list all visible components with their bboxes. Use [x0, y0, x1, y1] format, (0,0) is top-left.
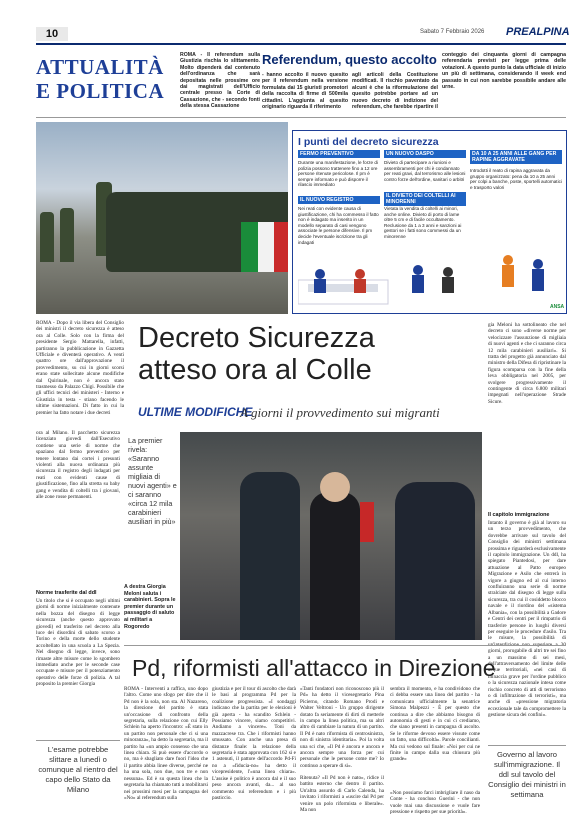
- main-headline-line2: atteso ora al Colle: [138, 354, 372, 386]
- infobox-text-registro: Nei reati con evidente causa di giustificazione, chi ha commesso il fatto non è indagato ma inserito in un modello separato di casi vengono associate le persone difensive. Il pm decide l'eventuale iscrizione tra gli indagati: [298, 206, 379, 245]
- referendum-lead: ROMA - Il referendum sulla Giustizia rischia lo slittamento. Molto dipenderà dal contenuto dell'ordinanza che sarà depositata nelle prossime ore dai magistrati dell'Ufficio centrale presso la Corte di Cassazione, che - secondo fonti della stessa Cassazione: [180, 52, 260, 110]
- pd-column-4: Ritenuta? «Il Pd non è nato», ridice il battito esterno che dentro il partito. Un'altra assurdo di Carlo Calenda, ha invitato i riformisti a «uscire dal Pd per venire un polo riformista e liberale». Ma non: [300, 775, 384, 814]
- carabiniere-figure: [240, 472, 300, 640]
- carabiniere-figure: [395, 482, 475, 640]
- main-subhead: A giorni il provvedimento sui migranti: [240, 405, 440, 420]
- pd-rule: [124, 645, 566, 646]
- section-title-line2: E POLITICA: [36, 79, 165, 103]
- italian-flag-icon: [241, 222, 288, 272]
- uniform-stripe: [360, 502, 374, 542]
- left-column: ora al Milano. Il pacchetto sicurezza licenziato giovedì dall'Esecutivo contiene una serie di norme che spaziano dal fermo preventivo per tenere lontano dai cortei i presunti violenti alla nuova ordinanza più sicurezza il registro degli indagati per reati con evidenti cause di giustificazione, fino alla stretta su baby gang e vendita di coltelli tra i giovani, alle zone rosse permanenti.: [36, 430, 120, 501]
- header-rule: [36, 43, 566, 45]
- right-column-2: Intanto il governo è già al lavoro su un terzo provvedimento, che dovrebbe arrivare sul tavolo del Consiglio dei ministri settimana prossima e riguarderà esclusivamente il capitolo immigrazione. Un ddl, ha spiegato Piantedosi, per dare attuazione al Patto europeo Migrazione e Asilo che entrerà in vigore a giugno ed al cui interno confluiranno una serie di norme stralciate dal disegno di legge sulla sicurezza, tra cui il cosiddetto blocco navale e il riordino del «sistema Albania», con la possibilità a Gadore e Centri dei centri per il rimpatrio di trasferire persone in luoghi diversi per eseguire le procedure d'asilo. Tra le misure, la possibilità di giorni, prorogabile di altri tre sei fino a un massimo di sei mesi, dell'attraversamento del limite delle acque territoriali, «nei casi di minaccia grave per l'ordine pubblico o la sicurezza nazionale intesa come rischio concreto di atti di terrorismo o di infiltrazione di terroristi», ma anche di «pressione migratoria eccezionale tale da compromettere la gestione sicura dei confini».: [488, 520, 566, 719]
- pd-column-2: giustizia e per il tour di ascolto che darà le basi al programma Pd per la coalizione progressista. «I sondaggi indicano che la partita per le elezioni è già aperta - ha scandito Schlein - Possiamo vincere, siamo competitivi. Andiamo a vincere». Toni da mazzacrese tra. Che i riformisti hanno smussato. Con anche una presa di distanze finale: la relazione della segretaria è stata approvata con 162 sì e 1 astenuti, il pattore dell'accordo Pd-Fi no a «fiducia-no» ha detto il vicepresidente, l'«una linea chiara». L'assise è politico è ancora dal e il suo peso ancora avanti, da... al suo commento sui referendum e i più pasticcio.: [212, 686, 296, 801]
- soldier-figure: [60, 208, 74, 262]
- main-right-column: gia Meloni ha sottolineato che nel decreto ci sono «diverse norme per velocizzare l'assunzione di migliaia di nuovi agenti e che ci saranno circa 12 mila carabinieri ausiliari». Si tratta del progetto già annunciato dal ministro della Difesa di ripristinare la figura scomparsa con la fine della leva obbligatoria nel 2005, per svolgere progressivamente il contingente di circa 6.800 militari impegnati nell'operazione Strade Sicure.: [488, 322, 566, 405]
- main-lead-column: ROMA - Dopo il via libera del Consiglio dei ministri il decreto sicurezza è atteso ora al Colle. Solo con la firma del presidente Sergio Mattarella, infatti, partiranno la pubblicazione in Gazzetta Ufficiale e diventerà operativo. A venti quattro ore dall'approvazione il provvedimento, su cui in giorni scorsi erano state sollecitate alcune modifiche dal Quirinale, non è ancora stato trasmesso da Palazzo Chigi. Possibile che gli uffici tecnici dei ministeri - Interno e Giustizia in testa - stiano facendo le ultime sistemazioni. Di fatto in cui la premier ha fatto notare i due decreti: [36, 320, 124, 416]
- pd-headline: Pd, riformisti all'attacco in Direzione: [132, 655, 496, 681]
- photo-meloni-carabinieri: [180, 432, 482, 640]
- left-subheading: Norme trasferite dal ddl: [36, 590, 97, 596]
- infobox-title: I punti del decreto sicurezza: [298, 136, 439, 148]
- referendum-column-2: agli articoli della Costituzione modificati. Il rischio paventato da alcuni è che la riformulazione del quesito potrebbe portare ad un nuovo decreto di indizione del referendum, che farebbe ripartire il: [352, 72, 438, 111]
- referendum-column-1: - hanno accolto il nuovo quesito per il referendum nella versione formulata dai 15 giuristi promotori della raccolta di firme di 500mila cittadini. L'aggiunta al quesito originario riguarda il riferimento: [262, 72, 348, 111]
- section-rule: [36, 117, 566, 118]
- infobox-head-coltelli: IL DIVIETO DEI COLTELLI AI MINORENNI: [384, 192, 466, 206]
- referendum-headline: Referendum, questo accolto: [262, 52, 437, 67]
- infobox-head-fermo: FERMO PREVENTIVO: [298, 150, 380, 158]
- main-kicker: ULTIME MODIFICHE: [138, 405, 253, 419]
- soldier-figure: [40, 212, 54, 262]
- infobox-illustration: [298, 240, 568, 310]
- infobox-text-daspo: Divieto di partecipare a riunioni e assembramenti per chi è condannato per reati gravi, dal terrorismo alle lesioni contro forze dell'ordine, sanitari o arbitri: [384, 160, 466, 182]
- main-headline-line1: Decreto Sicurezza: [138, 322, 375, 354]
- referendum-column-3: conteggio dei cinquanta giorni di campagna referendaria previsti per legge prima delle votazioni. A questo punto la data ufficiale di inizio un più di settimana, considerando il week end passato in cui non sarebbe possibile andare alle urne.: [442, 52, 566, 91]
- section-title: [36, 55, 176, 103]
- issue-date: Sabato 7 Febbraio 2026: [420, 29, 485, 35]
- infobox-text-coltelli: Vietata la vendita di coltelli ai minori, anche online. Divieto di porto di lame oltre 5 cm e di facile occultamento. Reclusione da 1 a 3 anni e sanzioni ai gestori se i fatti sono commessi da un minorenne: [384, 206, 462, 239]
- infobox-credit: ANSA: [550, 304, 565, 310]
- main-pullquote: La premier rivela: «Saranno assunte migliaia di nuovi agenti» e ci saranno «circa 12 mila carabinieri ausiliari in più»: [128, 436, 177, 526]
- masthead-logo: PREALPINA: [506, 26, 570, 38]
- photo-caption: A destra Giorgia Meloni saluta i carabinieri. Sopra le premier durante un passaggio di saluto ai militari a Rogoredo: [124, 584, 176, 630]
- infobox-head-daspo: UN NUOVO DASPO: [384, 150, 466, 158]
- page-number: 10: [36, 27, 68, 41]
- left-pullquote: L'esame potrebbe slittare a lunedì o comunque al rientro del capo dello Stato da Milano: [36, 740, 120, 795]
- hero-photo-soldiers: [36, 122, 288, 314]
- infobox-text-fermo: Durante una manifestazione, le forze di polizia possono trattenere fino a 12 ore persone ritenute pericolose. Il pm è sempre informato e può disporre il rilascio immediato: [298, 160, 378, 188]
- pd-column-6: «Non possiamo farci imbrigliare il naso da Conte - ha concluso Guerini - che non vuole mai una discussione e vuole fare pressione e rispetto per sue priorità».: [390, 790, 480, 816]
- meloni-face: [320, 472, 350, 502]
- right-subheading: Il capitolo immigrazione: [488, 512, 550, 518]
- section-title-line1: ATTUALITÀ: [36, 55, 164, 79]
- main-headline: [138, 322, 478, 386]
- pd-column-1: ROMA - Interventi a raffica, uno dopo l'altro. Come uno sfogo per dire che il Pd non è la sola, non sta. Al Nazareno, la direzione del partito è stata un'occasione di confronto della segretaria, sulla relazione con cui Elly Schlein ha aperto l'incontro: «È stato in un partito non personale che ci si una minoranza», ha detto la segretaria, ma il partito ha «un ampio consenso che una linea chiara. Si può essere d'accordo o no, ma è sbagliato dare fuori l'idea che il partito abbia linee diverse, perché ne ha una sola, non due, non tre e non nessuna». Ed è su questa linea che la segretaria ha chiamato tutti a mobilitarsi nei prossimi mesi per la campagna del «No» al referendum sulla: [124, 686, 208, 801]
- meloni-figure: [310, 492, 360, 640]
- pd-column-3: «Tanti fondatori non riconoscono più il Pd» ha detto il vicesegretario Pina Picierno, citando Romano Prodi e Walter Veltroni - Un gruppo dirigente dotato fa seriamente di dirti di metterle in campo la linea politica, ma su altri altro di cambiare la natura di un partito. Il Pd è nato riformista di centrosinistra, non di sinistra identitaria». Poi la volta una sci che, «Il Pd è ancora e ancora e ancora sempre una forza per cui personale che le persone come me? Io continuo a sperare di sì».: [300, 686, 384, 769]
- left-column-2: Un titolo che si è occupato negli ultimi giorni di norme inizialmente contenute nella bozza del disegno di legge sicurezza (anche questo approvato giovedì) ed trasferito nel decreto alla luce dei disordini di sabato scorso a Torino e della morte dello studente accoltellato in una scuola a La Spezia. Nel disegno di legge, invece, sono rimaste altre misure come lo sgombero immediato anche per le seconde case occupate e misure per il potenziamento operativo delle forze di polizia. A tal proposito la premier Giorgia: [36, 598, 120, 688]
- infobox-head-registro: IL NUOVO REGISTRO: [298, 196, 380, 204]
- infobox-text-gang: Introdotti il reato di rapina aggravata da gruppo organizzato: pena da 10 a 25 anni per colpi a banche, poste, sportelli automatici e trasporto valori: [470, 168, 562, 190]
- pd-column-5: sembra il momento, e ha condividono che ci debba essere una linea del partito - ha comunicato ufficialmente la senatrice Simona Malpezzi - È per questo che continua a dire che abbiamo bisogno di autonomia di gesti e in cui ci crediamo, che siano presenti in campagna di ascolto. Se le riforme devono essere vissute come un fatto, una difficoltà». Parole concilianti. Ma cui vedono sul finale: «Noi per cui ne finite in campo dalla sua chiusura più grande»: [390, 686, 480, 763]
- infobox-head-gang: DA 10 A 25 ANNI ALLE GANG PER RAPINE AGGRAVATE: [470, 150, 562, 164]
- right-pullquote: Governo al lavoro sull'immigrazione. Il ddl sul tavolo del Consiglio dei ministri in settimana: [488, 745, 566, 800]
